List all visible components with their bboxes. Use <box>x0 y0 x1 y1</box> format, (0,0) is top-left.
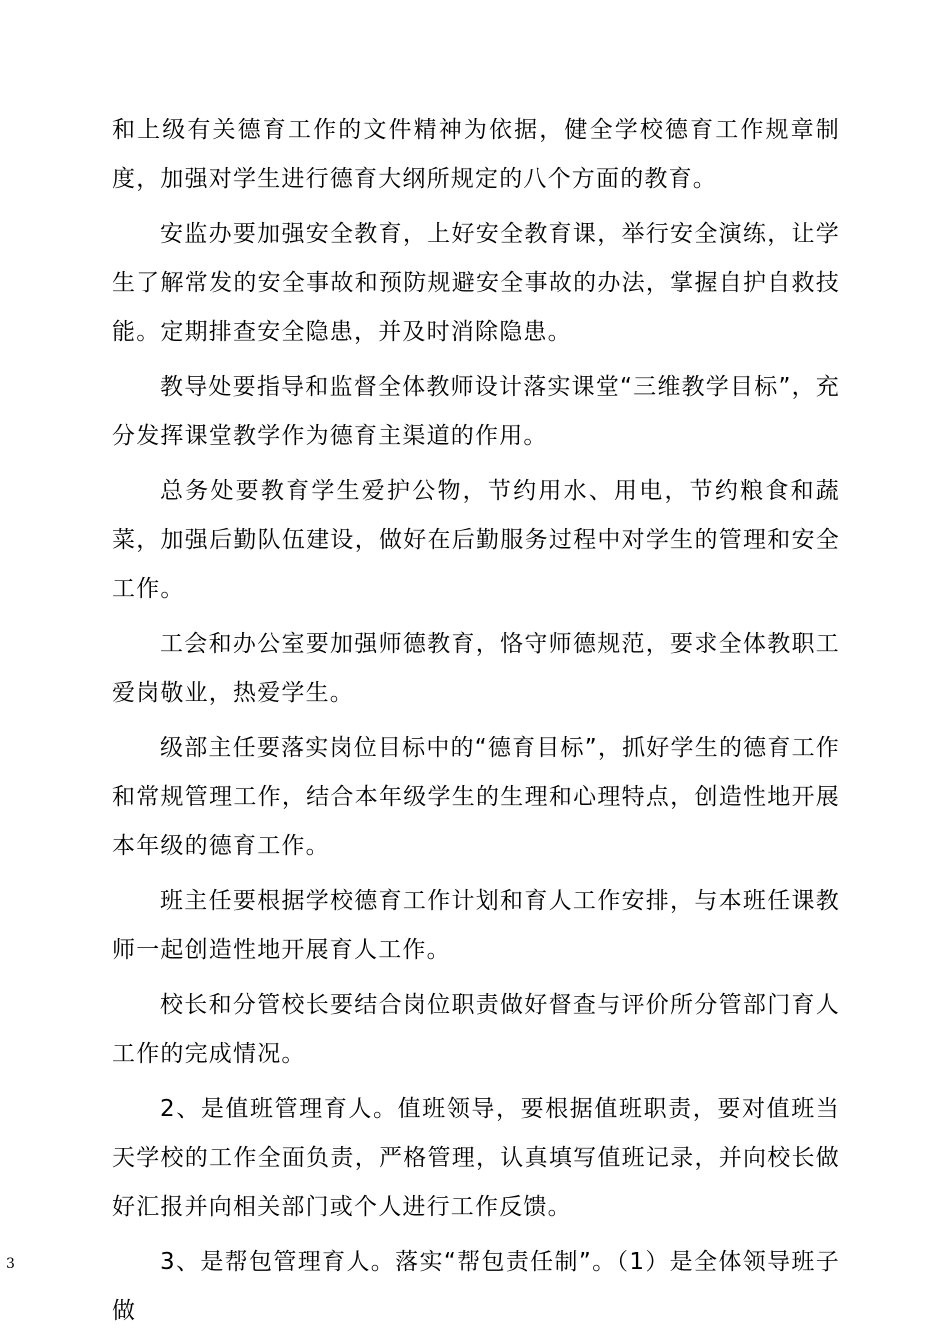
paragraph: 安监办要加强安全教育，上好安全教育课，举行安全演练，让学生了解常发的安全事故和预防规避安全事故的办法，掌握自护自救技能。定期排查安全隐患，并及时消除隐患。 <box>112 221 840 345</box>
page-number: 3 <box>6 1256 15 1272</box>
paragraph: 校长和分管校长要结合岗位职责做好督查与评价所分管部门育人工作的完成情况。 <box>112 992 840 1067</box>
paragraph: 工会和办公室要加强师德教育，恪守师德规范，要求全体教职工爱岗敬业，热爱学生。 <box>112 631 840 706</box>
document-body <box>112 106 840 1342</box>
paragraph: 和上级有关德育工作的文件精神为依据，健全学校德育工作规章制度，加强对学生进行德育大纲所规定的八个方面的教育。 <box>112 117 840 192</box>
paragraph: 2、是值班管理育人。值班领导，要根据值班职责，要对值班当天学校的工作全面负责，严格管理，认真填写值班记录，并向校长做好汇报并向相关部门或个人进行工作反馈。 <box>112 1096 840 1220</box>
paragraph: 教导处要指导和监督全体教师设计落实课堂“三维教学目标”，充分发挥课堂教学作为德育主渠道的作用。 <box>112 374 840 449</box>
paragraph: 班主任要根据学校德育工作计划和育人工作安排，与本班任课教师一起创造性地开展育人工作。 <box>112 888 840 963</box>
paragraph: 总务处要教育学生爱护公物，节约用水、用电，节约粮食和蔬菜，加强后勤队伍建设，做好在后勤服务过程中对学生的管理和安全工作。 <box>112 478 840 602</box>
paragraph: 级部主任要落实岗位目标中的“德育目标”，抓好学生的德育工作和常规管理工作，结合本年级学生的生理和心理特点，创造性地开展本年级的德育工作。 <box>112 735 840 859</box>
paragraph: 3、是帮包管理育人。落实“帮包责任制”。（1）是全体领导班子做 <box>112 1249 840 1324</box>
